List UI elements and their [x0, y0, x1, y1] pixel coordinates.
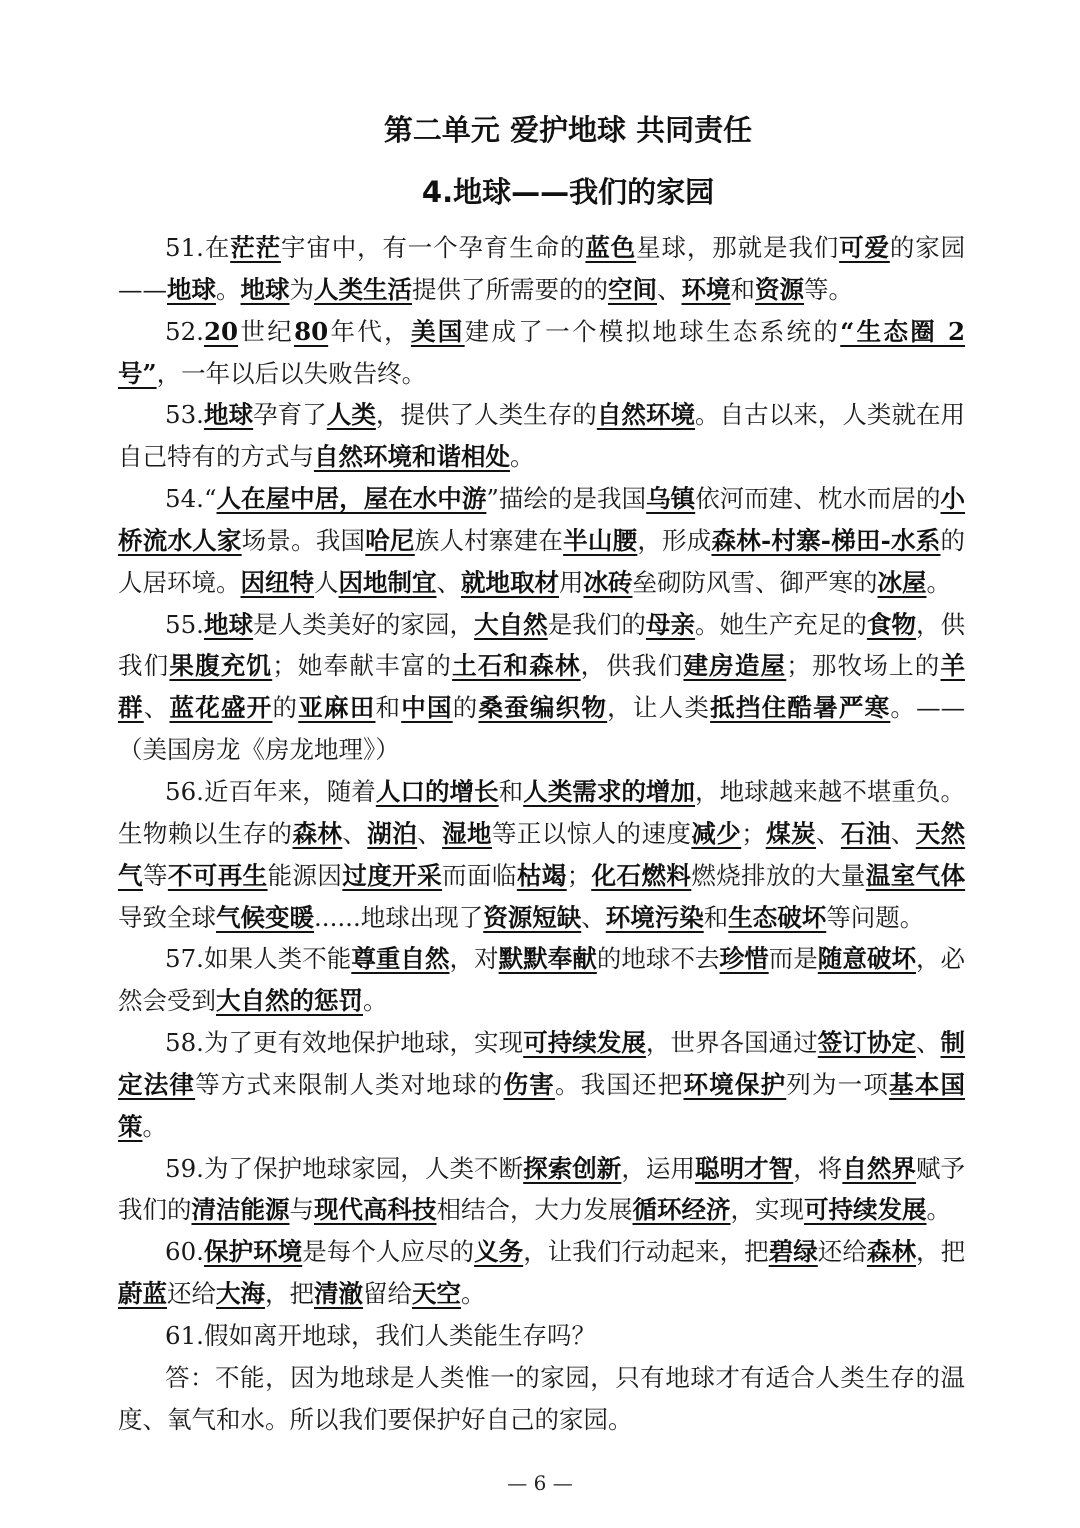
key-term: 蔚蓝 [118, 1279, 167, 1309]
key-term: 循环经济 [632, 1195, 731, 1225]
text-run: 57.如果人类不能 [165, 944, 352, 974]
key-term: 石油 [840, 818, 891, 848]
key-term: 20 [203, 316, 239, 346]
text-run: 、 [915, 1028, 941, 1058]
text-run: 答：不能，因为地球是人类惟一的家园，只有地球才有适合人类生存的温度、氧气和水。所以我们要保护好自己的家园。 [118, 1362, 965, 1434]
text-run: 59.为了保护地球家园，人类不断 [165, 1153, 524, 1183]
key-term: 清洁能源 [191, 1195, 290, 1225]
key-term: 小桥流水人家 [118, 484, 965, 555]
text-run: 留给 [363, 1279, 412, 1309]
text-run: 。 [142, 1111, 167, 1141]
text-run: ，供我们 [118, 609, 966, 681]
key-term: 气候变暖 [216, 902, 314, 932]
text-run: ，实现 [730, 1195, 804, 1225]
text-run: 族人村寨建在 [414, 525, 564, 555]
key-term: 母亲 [645, 609, 696, 639]
key-term: 过度开采 [342, 860, 443, 890]
key-term: 伤害 [503, 1069, 555, 1099]
key-term: 中国 [401, 693, 453, 723]
text-run: ，对 [449, 944, 499, 974]
key-term: 冰砖 [583, 567, 633, 597]
key-term: 默默奉献 [498, 944, 597, 974]
key-term: 环境 [681, 274, 731, 304]
key-term: 人类生活 [314, 274, 412, 304]
text-run: 。 [216, 274, 241, 304]
text-run: 55. [165, 609, 204, 639]
text-run: ，必然会受到 [118, 944, 966, 1016]
lesson-title: 4.地球——我们的家园 [421, 175, 715, 209]
text-run: 导致全球 [118, 902, 216, 932]
paragraph [118, 478, 965, 604]
text-run: 51.在 [165, 233, 231, 262]
key-term: 湿地 [442, 818, 492, 848]
key-term: 人类需求的增加 [523, 776, 696, 806]
text-run: 列为一项 [786, 1069, 890, 1099]
text-run: 而面临 [442, 860, 517, 890]
paragraph [118, 1357, 965, 1441]
key-term: 建房造屋 [683, 651, 787, 681]
paragraph [118, 771, 965, 938]
key-term: 清澈 [314, 1279, 363, 1309]
key-term: 自然环境和谐相处 [314, 442, 510, 472]
text-run: 的 [272, 693, 299, 723]
text-run: 赋予我们的 [118, 1153, 966, 1225]
key-term: 美国 [410, 316, 465, 346]
key-term: 不可再生 [167, 860, 268, 890]
key-term: 地球 [167, 274, 216, 304]
paragraph [118, 1148, 965, 1232]
paragraph [118, 1315, 965, 1357]
text-run: 能源因 [267, 860, 343, 890]
text-run: ”描绘的是我国 [486, 484, 647, 514]
text-run: 、 [657, 274, 682, 304]
text-run: 提供了所需要的的 [412, 274, 608, 304]
paragraph [118, 227, 965, 311]
key-term: 义务 [474, 1237, 524, 1267]
text-run: 60. [165, 1237, 204, 1267]
key-term: 化石燃料 [591, 860, 692, 890]
text-run: 等。 [804, 274, 853, 304]
text-run: 。 [510, 442, 535, 472]
key-term: 土石和森林 [452, 651, 581, 681]
text-run: ，将 [793, 1153, 843, 1183]
key-term: 森林-村寨-梯田-水系 [711, 525, 941, 555]
text-run: ，把 [265, 1279, 314, 1309]
text-run: 而是 [768, 944, 818, 974]
key-term: 地球 [203, 400, 254, 430]
text-run: 的家园—— [118, 233, 966, 304]
text-run: 、 [815, 818, 841, 848]
key-term: 冰屋 [877, 567, 927, 597]
key-term: 温室气体 [865, 860, 966, 890]
key-term: 80 [294, 316, 329, 346]
text-run: 等问题。 [826, 902, 925, 932]
text-run: 58.为了更有效地保护地球，实现 [165, 1028, 524, 1058]
key-term: 可持续发展 [804, 1195, 927, 1225]
key-term: 枯竭 [516, 860, 567, 890]
key-term: 煤炭 [765, 818, 816, 848]
text-run: 等方式来限制人类对地球的 [195, 1069, 504, 1099]
key-term: 羊群 [118, 651, 965, 723]
text-run: 是我们的 [547, 609, 646, 639]
text-run: 61.假如离开地球，我们人类能生存吗？ [165, 1320, 596, 1350]
text-run: ，把 [916, 1237, 966, 1267]
key-term: 自然环境 [596, 400, 696, 430]
text-run: 场景。我国 [241, 525, 366, 555]
key-term: 空间 [608, 274, 657, 304]
text-run: ，提供了人类生存的 [375, 400, 597, 430]
text-run: 、 [581, 902, 606, 932]
text-run: 56.近百年来，随着 [165, 776, 376, 806]
text-run: 。 [926, 1195, 951, 1225]
text-run: 与 [289, 1195, 314, 1225]
text-run: 还给 [817, 1237, 867, 1267]
text-run: 53. [165, 400, 204, 430]
text-run: ，运用 [621, 1153, 696, 1183]
key-term: 地球 [240, 274, 290, 304]
text-run: 垒砌防风雪、御严寒的 [632, 567, 878, 597]
text-run: 是每个人应尽的 [302, 1237, 475, 1267]
key-term: 就地取材 [461, 567, 559, 597]
text-run: 是人类美好的家园， [253, 609, 475, 639]
text-run: 。 [461, 1279, 486, 1309]
key-term: 可爱 [839, 233, 890, 262]
text-run: 。 [363, 986, 388, 1016]
text-run: 用 [559, 567, 584, 597]
text-run: 。她生产充足的 [695, 609, 867, 639]
body-text [118, 227, 965, 1440]
text-run: 世纪 [238, 316, 295, 346]
key-term: 随意破坏 [817, 944, 916, 974]
text-run: 的地球不去 [596, 944, 720, 974]
key-term: 因地制宜 [338, 567, 437, 597]
key-term: 珍惜 [719, 944, 769, 974]
key-term: 现代高科技 [314, 1195, 437, 1225]
key-term: 因纽特 [240, 567, 314, 597]
paragraph [118, 311, 965, 395]
key-term: 森林 [292, 818, 343, 848]
text-run: 52. [165, 316, 204, 346]
text-run: ，让我们行动起来，把 [523, 1237, 769, 1267]
paragraph [118, 604, 965, 771]
key-term: 资源 [755, 274, 804, 304]
text-run: 。我国还把 [554, 1069, 684, 1099]
key-term: “生态圈 2 号” [118, 316, 966, 388]
text-run: ，一年以后以失败告终。 [156, 358, 427, 388]
key-term: 湖泊 [367, 818, 418, 848]
text-run: 、 [342, 818, 368, 848]
text-run: 建成了一个模拟地球生态系统的 [464, 316, 841, 346]
key-term: 蓝色 [585, 233, 637, 262]
key-term: 大自然的惩罚 [216, 986, 363, 1016]
text-run: ，形成 [637, 525, 712, 555]
paragraph [118, 1231, 965, 1315]
key-term: 尊重自然 [351, 944, 450, 974]
key-term: 茫茫 [230, 233, 281, 262]
text-run: ，让人类 [607, 693, 711, 723]
key-term: 制定法律 [118, 1028, 966, 1099]
key-term: 探索创新 [523, 1153, 622, 1183]
key-term: 人口的增长 [375, 776, 499, 806]
key-term: 哈尼 [365, 525, 415, 555]
text-run: 为 [289, 274, 314, 304]
text-run: 年代， [328, 316, 411, 346]
text-run: ；那牧场上的 [786, 651, 941, 681]
key-term: 资源短缺 [483, 902, 582, 932]
text-run: 还给 [167, 1279, 216, 1309]
text-run: 依河而建、枕水而居的 [695, 484, 941, 514]
key-term: 大自然 [474, 609, 548, 639]
key-term: 乌镇 [646, 484, 696, 514]
text-run: ； [741, 818, 766, 848]
key-term: 天空 [412, 1279, 461, 1309]
key-term: 食物 [866, 609, 917, 639]
key-term: 碧绿 [768, 1237, 818, 1267]
text-run: 宇宙中，有一个孕育生命的 [280, 233, 586, 262]
text-run: ；她奉献丰富的 [272, 651, 453, 681]
text-run: 燃烧排放的大量 [691, 860, 866, 890]
key-term: 保护环境 [203, 1237, 303, 1267]
key-term: 人类 [326, 400, 376, 430]
key-term: 生态破坏 [728, 902, 827, 932]
text-run: ，世界各国通过 [645, 1028, 818, 1058]
text-run: 等 [142, 860, 168, 890]
text-run: 孕育了 [253, 400, 327, 430]
text-run: 54.“ [165, 484, 217, 514]
text-run: ，供我们 [580, 651, 684, 681]
text-run: 、 [890, 818, 916, 848]
key-term: 环境保护 [683, 1069, 787, 1099]
key-term: 可持续发展 [523, 1028, 646, 1058]
paragraph [118, 938, 965, 1022]
text-run: ，地球越来越不堪重负。生物赖以生存的 [118, 776, 966, 848]
key-term: 森林 [866, 1237, 917, 1267]
text-run: 人 [314, 567, 339, 597]
key-term: 环境污染 [605, 902, 704, 932]
key-term: 签订协定 [817, 1028, 916, 1058]
key-term: 抵挡住酷暑严寒 [710, 693, 891, 723]
key-term: 蓝花盛开 [169, 693, 273, 723]
key-term: 亚麻田 [298, 693, 376, 723]
key-term: 半山腰 [563, 525, 638, 555]
key-term: 果腹充饥 [169, 651, 273, 681]
key-term: 基本国策 [118, 1069, 965, 1141]
text-run: 、 [417, 818, 443, 848]
key-term: 聪明才智 [695, 1153, 794, 1183]
page-number: — 6 — [507, 1471, 573, 1495]
key-term: 人在屋中居，屋在水中游 [216, 484, 487, 514]
key-term: 大海 [216, 1279, 265, 1309]
text-run: 星球，那就是我们 [636, 233, 840, 262]
text-run: 的人居环境。 [118, 525, 966, 597]
text-run: 相结合，大力发展 [436, 1195, 633, 1225]
key-term: 减少 [691, 818, 742, 848]
key-term: 地球 [203, 609, 254, 639]
text-run: ......地球出现了 [314, 902, 484, 932]
unit-title: 第二单元 爱护地球 共同责任 [383, 113, 753, 147]
text-run: 、 [143, 693, 170, 723]
paragraph [118, 1022, 965, 1148]
text-run: 。——（美国房龙《房龙地理》） [118, 693, 966, 765]
text-run: 和 [498, 776, 524, 806]
text-run: 和 [703, 902, 729, 932]
key-term: 天然气 [118, 818, 966, 890]
text-run: ； [566, 860, 592, 890]
text-run: 、 [436, 567, 461, 597]
text-run: 和 [375, 693, 402, 723]
key-term: 自然界 [842, 1153, 916, 1183]
text-run: 等正以惊人的速度 [491, 818, 692, 848]
text-run: 的 [452, 693, 479, 723]
text-run: 和 [730, 274, 755, 304]
text-run: 。 [926, 567, 951, 597]
paragraph [118, 394, 965, 478]
text-run: 。自古以来，人类就在用自己特有的方式与 [118, 400, 966, 472]
key-term: 桑蚕编织物 [478, 693, 608, 723]
